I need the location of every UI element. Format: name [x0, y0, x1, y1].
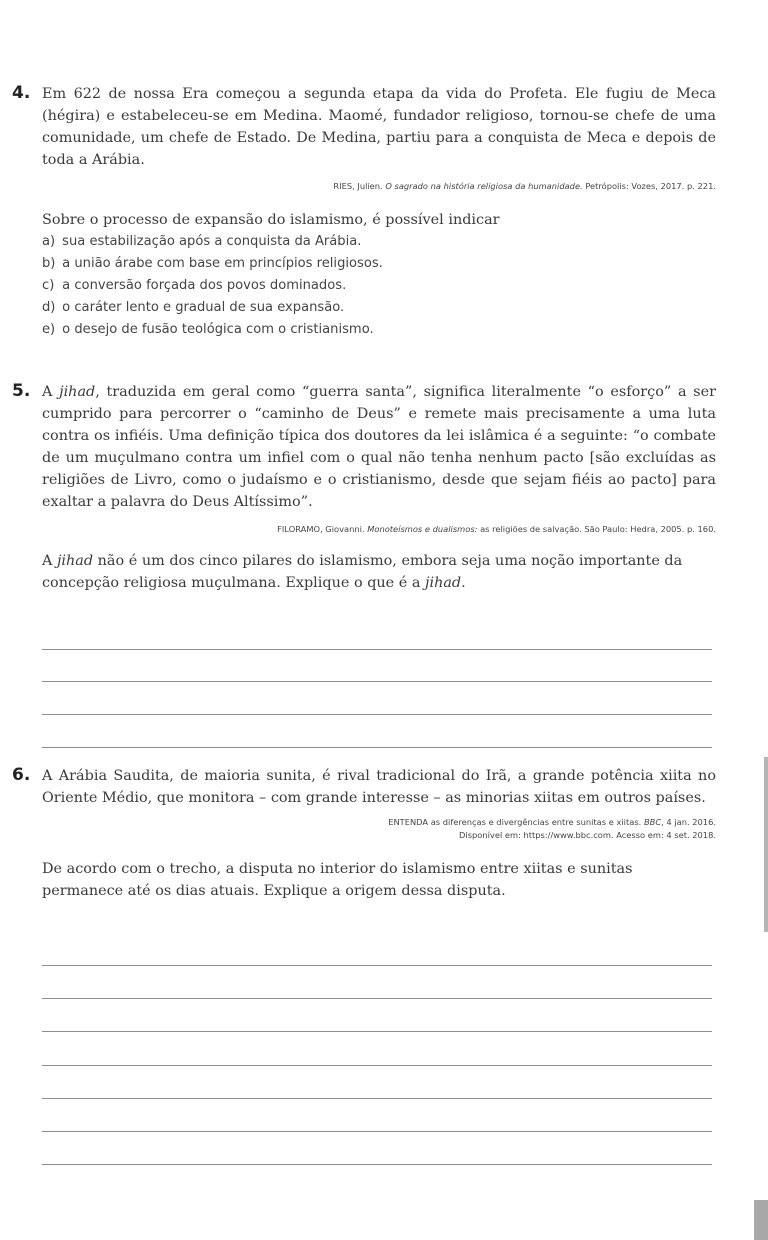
answer-line[interactable] — [42, 1131, 712, 1132]
answer-line[interactable] — [42, 965, 712, 966]
option-b[interactable]: b) a união árabe com base em princípios religiosos. — [42, 256, 383, 271]
option-a[interactable]: a) sua estabilização após a conquista da Arábia. — [42, 234, 362, 249]
question-4 — [12, 83, 716, 341]
source-citation: RIES, Julien. O sagrado na história religiosa da humanidade. Petrópolis: Vozes, 2017. p. 221. — [333, 181, 716, 191]
question-stem: De acordo com o trecho, a disputa no interior do islamismo entre xiitas e sunitas permanece até os dias atuais. Explique a origem dessa disputa. — [42, 861, 633, 899]
page-corner-tab — [754, 1200, 768, 1240]
question-stem: Sobre o processo de expansão do islamismo, é possível indicar — [42, 212, 500, 228]
answer-line[interactable] — [42, 1031, 712, 1032]
answer-line[interactable] — [42, 1065, 712, 1066]
page-edge-strip — [764, 757, 768, 932]
question-number: 6. — [12, 765, 31, 785]
question-stem: A jihad não é um dos cinco pilares do islamismo, embora seja uma noção importante da concepção religiosa muçulmana. Explique o que é a jihad. — [42, 553, 683, 591]
question-5 — [12, 381, 716, 594]
question-text: A jihad, traduzida em geral como “guerra santa”, significa literalmente “o esforço” a ser cumprido para percorrer o “caminho de Deus” e remete mais precisamente a uma luta contra os infiéis. Uma definição típica dos doutores da lei islâmica é a seguinte: “o combate de um muçulmano contra um infiel com o qual não tenha nenhum pacto [são excluídas as religiões de Livro, como o judaísmo e o cristianismo, desde que sejam fiéis ao pacto] para exaltar a palavra do Deus Altíssimo”. — [42, 384, 717, 510]
options-list — [12, 231, 716, 341]
question-number: 4. — [12, 83, 31, 103]
question-text: A Arábia Saudita, de maioria sunita, é rival tradicional do Irã, a grande potência xiita no Oriente Médio, que monitora – com grande interesse – as minorias xiitas em outros países. — [42, 768, 716, 806]
question-number: 5. — [12, 381, 31, 401]
source-citation: ENTENDA as diferenças e divergências entre sunitas e xiitas. BBC, 4 jan. 2016. Disponível em: https://www.bbc.com. Acesso em: 4 set. 2018. — [388, 817, 716, 840]
option-d[interactable]: d) o caráter lento e gradual de sua expansão. — [42, 300, 345, 315]
answer-line[interactable] — [42, 714, 712, 715]
answer-line[interactable] — [42, 649, 712, 650]
answer-line[interactable] — [42, 1164, 712, 1165]
source-citation: FILORAMO, Giovanni. Monoteísmos e dualismos: as religiões de salvação. São Paulo: Hedra, 2005. p. 160. — [277, 524, 716, 534]
answer-line[interactable] — [42, 998, 712, 999]
answer-line[interactable] — [42, 747, 712, 748]
question-text: Em 622 de nossa Era começou a segunda etapa da vida do Profeta. Ele fugiu de Meca (hégira) e estabeleceu-se em Medina. Maomé, fundador religioso, tornou-se chefe de uma comunidade, um chefe de Estado. De Medina, partiu para a conquista de Meca e depois de toda a Arábia. — [42, 86, 716, 168]
question-6 — [12, 765, 716, 902]
option-e[interactable]: e) o desejo de fusão teológica com o cristianismo. — [42, 322, 374, 337]
answer-line[interactable] — [42, 1098, 712, 1099]
option-c[interactable]: c) a conversão forçada dos povos dominados. — [42, 278, 347, 293]
answer-line[interactable] — [42, 681, 712, 682]
